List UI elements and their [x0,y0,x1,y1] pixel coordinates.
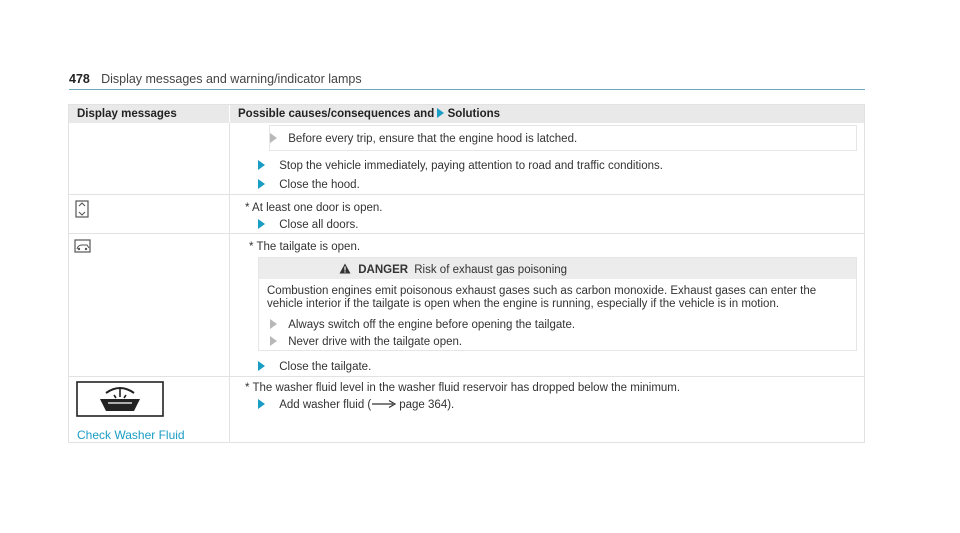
tailgate-cause: * The tailgate is open. [249,241,361,253]
arrow-right-icon [258,160,265,170]
hood-top-step-text: Before every trip, ensure that the engine hood is latched. [288,133,578,145]
arrow-right-icon [270,319,277,329]
section-title: Display messages and warning/indicator lamps [101,72,362,86]
column-header-causes [230,105,864,123]
arrow-right-icon [258,219,265,229]
page-reference-arrow-icon [371,399,397,409]
washer-fluid-icon [76,381,164,417]
washer-step-text: Add washer fluid ( [279,399,372,411]
door-cause: * At least one door is open. [245,202,383,214]
danger-step-1 [270,319,575,331]
danger-title: Risk of exhaust gas poisoning [414,264,568,276]
hood-step-2-text: Close the hood. [279,179,360,191]
danger-text-line-2: vehicle interior if the tailgate is open when the engine is running, especially if the vehicle is in motion. [267,298,780,310]
arrow-right-icon [270,336,277,346]
column-header-display-messages: Display messages [69,105,229,123]
hood-step-1 [258,160,663,172]
danger-step-2-text: Never drive with the tailgate open. [288,336,463,348]
display-messages-table [68,104,865,443]
causes-header-prefix: Possible causes/consequences and [238,108,435,120]
arrow-right-icon [258,399,265,409]
row-divider [69,233,864,234]
danger-step-1-text: Always switch off the engine before opening the tailgate. [288,319,576,331]
row-divider [69,194,864,195]
page-number: 478 [69,72,90,86]
header-rule [69,89,865,90]
arrow-right-icon [258,179,265,189]
tailgate-step [258,361,371,373]
page-header [69,72,865,88]
door-step [258,219,358,231]
column-divider [229,123,230,442]
washer-step [258,399,454,411]
hood-step-2 [258,179,360,191]
door-step-text: Close all doors. [279,219,359,231]
washer-cause: * The washer fluid level in the washer fluid reservoir has dropped below the minimum. [245,382,681,394]
washer-page-reference[interactable]: page 364). [399,399,455,411]
causes-header-suffix: Solutions [447,108,501,120]
danger-label: DANGER [358,264,409,276]
arrow-right-icon [270,133,277,143]
hood-top-step [270,133,577,145]
danger-text-line-1: Combustion engines emit poisonous exhaust gases such as carbon monoxide. Exhaust gases can enter the [267,285,817,297]
warning-triangle-icon [339,263,351,274]
tailgate-step-text: Close the tailgate. [279,361,372,373]
danger-heading [339,263,567,276]
door-open-icon [75,200,89,218]
arrow-right-icon [437,108,444,118]
tailgate-open-icon [74,238,92,254]
row-divider [69,376,864,377]
danger-step-2 [270,336,462,348]
check-washer-fluid-label: Check Washer Fluid [77,428,185,442]
arrow-right-icon [258,361,265,371]
hood-step-1-text: Stop the vehicle immediately, paying attention to road and traffic conditions. [279,160,663,172]
